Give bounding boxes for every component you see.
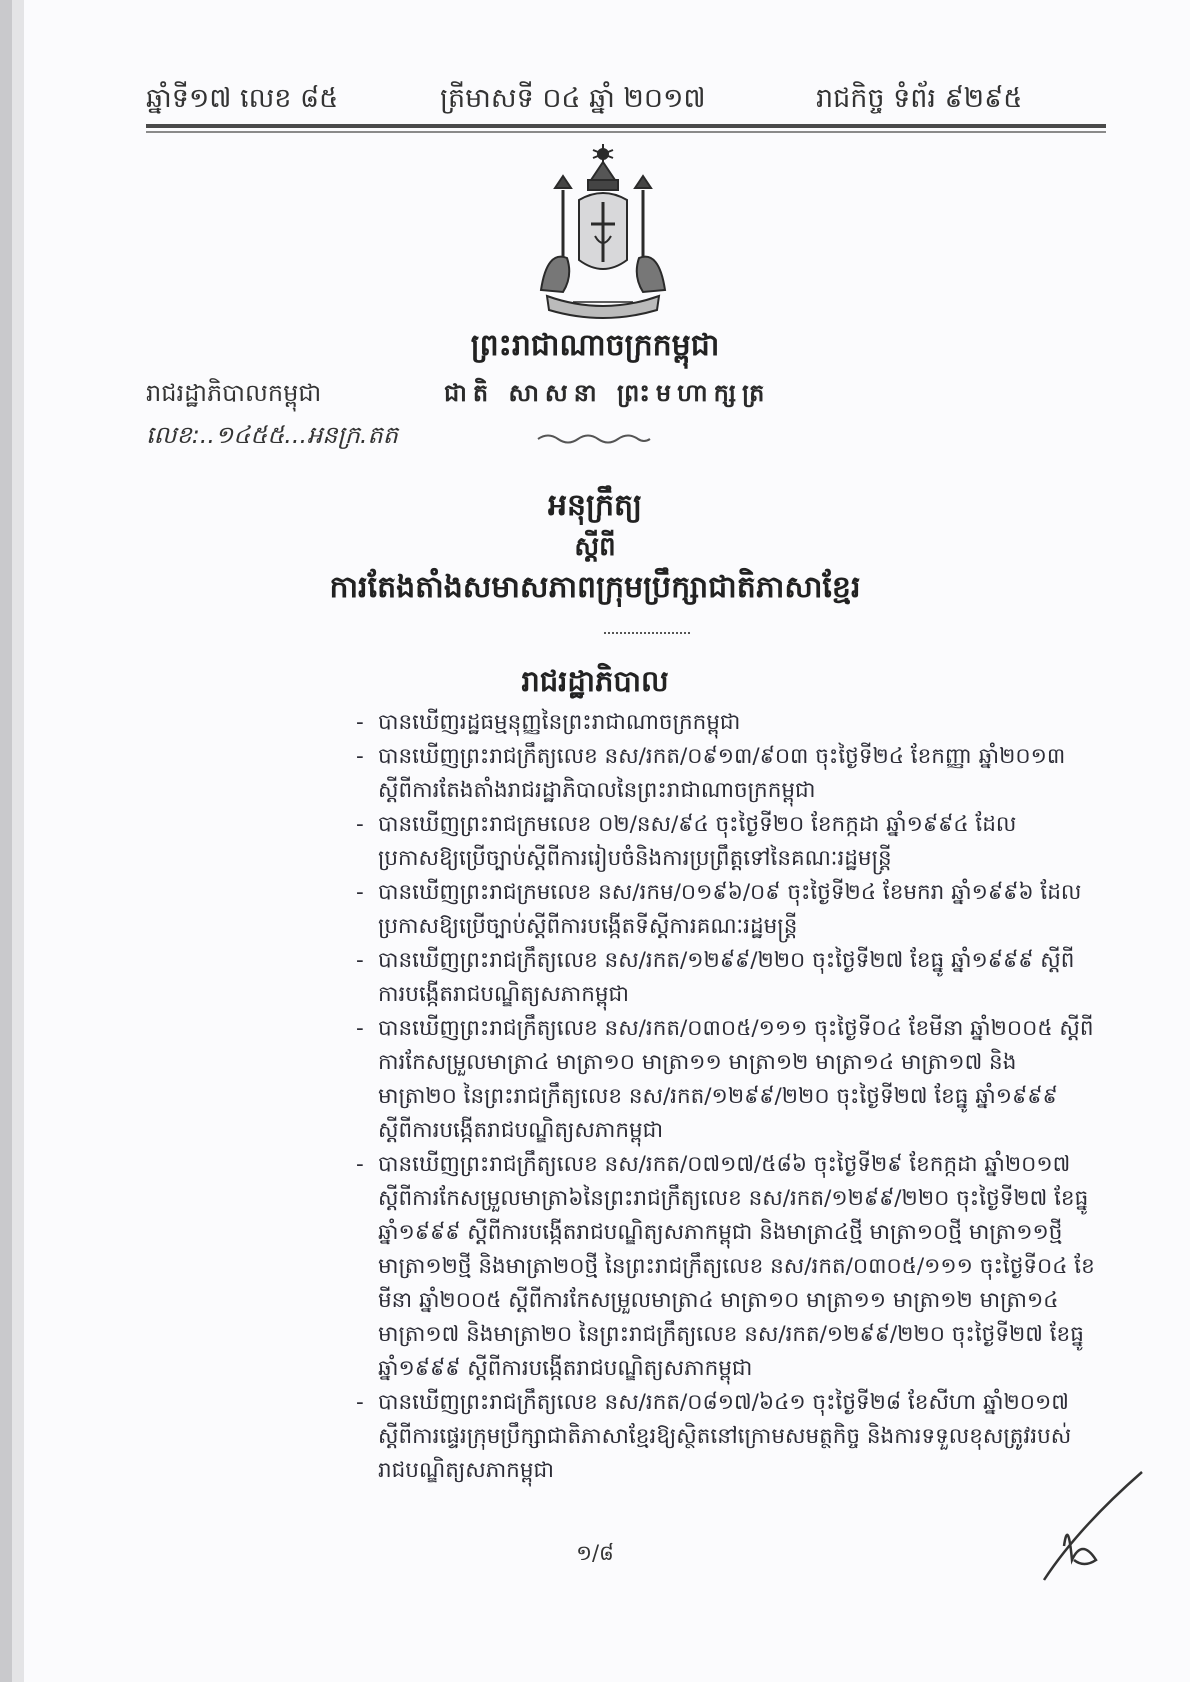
ornament-divider-icon <box>534 432 654 446</box>
scan-edge <box>0 0 12 1682</box>
preamble-clause: - បានឃើញព្រះរាជក្រឹត្យលេខ នស/រកត/១២៩៩/២២០ ចុះថ្ងៃទី២៧ ខែធ្នូ ឆ្នាំ១៩៩៩ ស្តីពីការបង្កើតរាជបណ្ឌិត្យសភាកម្ពុជា <box>356 944 1096 1012</box>
title-divider <box>604 632 690 636</box>
page-number: ១/៨ <box>576 1541 614 1565</box>
preamble-clause: - បានឃើញព្រះរាជក្រឹត្យលេខ នស/រកត/០៣០៥/១១១ ចុះថ្ងៃទី០៤ ខែមីនា ឆ្នាំ២០០៥ ស្តីពីការកែសម្រួលមាត្រា៤ មាត្រា១០ មាត្រា១១ មាត្រា១២ មាត្រា១៤ មាត្រា១៧ និង មាត្រា២០ នៃព្រះរាជក្រឹត្យលេខ នស/រកត/១២៩៩/២២០ ចុះថ្ងៃទី២៧ ខែធ្នូ ឆ្នាំ១៩៩៩ ស្តីពីការបង្កើតរាជបណ្ឌិត្យសភាកម្ពុជា <box>356 1012 1096 1148</box>
preamble-clause: - បានឃើញព្រះរាជក្រឹត្យលេខ នស/រកត/០៩១៣/៩០៣ ចុះថ្ងៃទី២៤ ខែកញ្ញា ឆ្នាំ២០១៣ ស្តីពីការតែងតាំងរាជរដ្ឋាភិបាលនៃព្រះរាជាណាចក្រកម្ពុជា <box>356 740 1096 808</box>
signature-initial-icon <box>1038 1468 1158 1588</box>
kingdom-title: ព្រះរាជាណាចក្រកម្ពុជា <box>470 328 720 363</box>
preamble-clause: - បានឃើញព្រះរាជក្រឹត្យលេខ នស/រកត/០៧១៧/៥៨៦ ចុះថ្ងៃទី២៩ ខែកក្កដា ឆ្នាំ២០១៧ ស្តីពីការកែសម្រួលមាត្រា៦នៃព្រះរាជក្រឹត្យលេខ នស/រកត/១២៩៩/២២០ ចុះថ្ងៃទី២៧ ខែធ្នូ ឆ្នាំ១៩៩៩ ស្តីពីការបង្កើតរាជបណ្ឌិត្យសភាកម្ពុជា និងមាត្រា៤ថ្មី មាត្រា១០ថ្មី មាត្រា១១ថ្មី មាត្រា១២ថ្មី និងមាត្រា២០ថ្មី នៃព្រះរាជក្រឹត្យលេខ នស/រកត/០៣០៥/១១១ ចុះថ្ងៃទី០៤ ខែមីនា ឆ្នាំ២០០៥ ស្តីពីការកែសម្រួលមាត្រា៤ មាត្រា១០ មាត្រា១១ មាត្រា១២ មាត្រា១៤ មាត្រា១៧ និងមាត្រា២០ នៃព្រះរាជក្រឹត្យលេខ នស/រកត/១២៩៩/២២០ ចុះថ្ងៃទី២៧ ខែធ្នូ ឆ្នាំ១៩៩៩ ស្តីពីការបង្កើតរាជបណ្ឌិត្យសភាកម្ពុជា <box>356 1148 1096 1386</box>
document-type-title: អនុក្រឹត្យ <box>547 488 643 523</box>
title-about: ស្តីពី <box>574 532 616 562</box>
reference-number: លេខ:..១៤៥៥...អនក្រ.តត <box>146 421 399 449</box>
preamble-clause: - បានឃើញព្រះរាជក្រមលេខ នស/រកម/០១៩៦/០៩ ចុះថ្ងៃទី២៤ ខែមករា ឆ្នាំ១៩៩៦ ដែលប្រកាសឱ្យប្រើច្បាប់ស្តីពីការបង្កើតទីស្តីការគណៈរដ្ឋមន្ត្រី <box>356 876 1096 944</box>
preamble-clause: - បានឃើញព្រះរាជក្រមលេខ ០២/នស/៩៤ ចុះថ្ងៃទី២០ ខែកក្កដា ឆ្នាំ១៩៩៤ ដែលប្រកាសឱ្យប្រើច្បាប់ស្តីពីការរៀបចំនិងការប្រព្រឹត្តទៅនៃគណៈរដ្ឋមន្ត្រី <box>356 808 1096 876</box>
section-heading: រាជរដ្ឋាភិបាល <box>521 664 669 698</box>
national-motto: ជាតិ សាសនា ព្រះមហាក្សត្រ <box>444 379 771 407</box>
header-rule-thin <box>146 131 1106 133</box>
preamble-clause: - បានឃើញព្រះរាជក្រឹត្យលេខ នស/រកត/០៨១៧/៦៤១ ចុះថ្ងៃទី២៨ ខែសីហា ឆ្នាំ២០១៧ ស្តីពីការផ្ទេរក្រុមប្រឹក្សាជាតិភាសាខ្មែរឱ្យស្ថិតនៅក្រោមសមត្ថកិច្ច និងការទទួលខុសត្រូវរបស់រាជបណ្ឌិត្យសភាកម្ពុជា <box>356 1386 1096 1488</box>
header-rule <box>146 124 1106 128</box>
royal-emblem-icon <box>533 140 673 330</box>
issuing-government: រាជរដ្ឋាភិបាលកម្ពុជា <box>146 379 322 407</box>
document-subject-title: ការតែងតាំងសមាសភាពក្រុមប្រឹក្សាជាតិភាសាខ្មែរ <box>329 570 861 605</box>
preamble-clauses <box>356 706 1096 1488</box>
preamble-clause: - បានឃើញរដ្ឋធម្មនុញ្ញនៃព្រះរាជាណាចក្រកម្ពុជា <box>356 706 1096 740</box>
header-issue-number: ឆ្នាំទី១៧ លេខ ៨៥ <box>146 83 339 114</box>
scan-edge-shadow <box>12 0 24 1682</box>
header-quarter: ត្រីមាសទី ០៤ ឆ្នាំ ២០១៧ <box>440 83 706 114</box>
header-page-ref: រាជកិច្ច ទំព័រ ៩២៩៥ <box>816 83 1023 114</box>
